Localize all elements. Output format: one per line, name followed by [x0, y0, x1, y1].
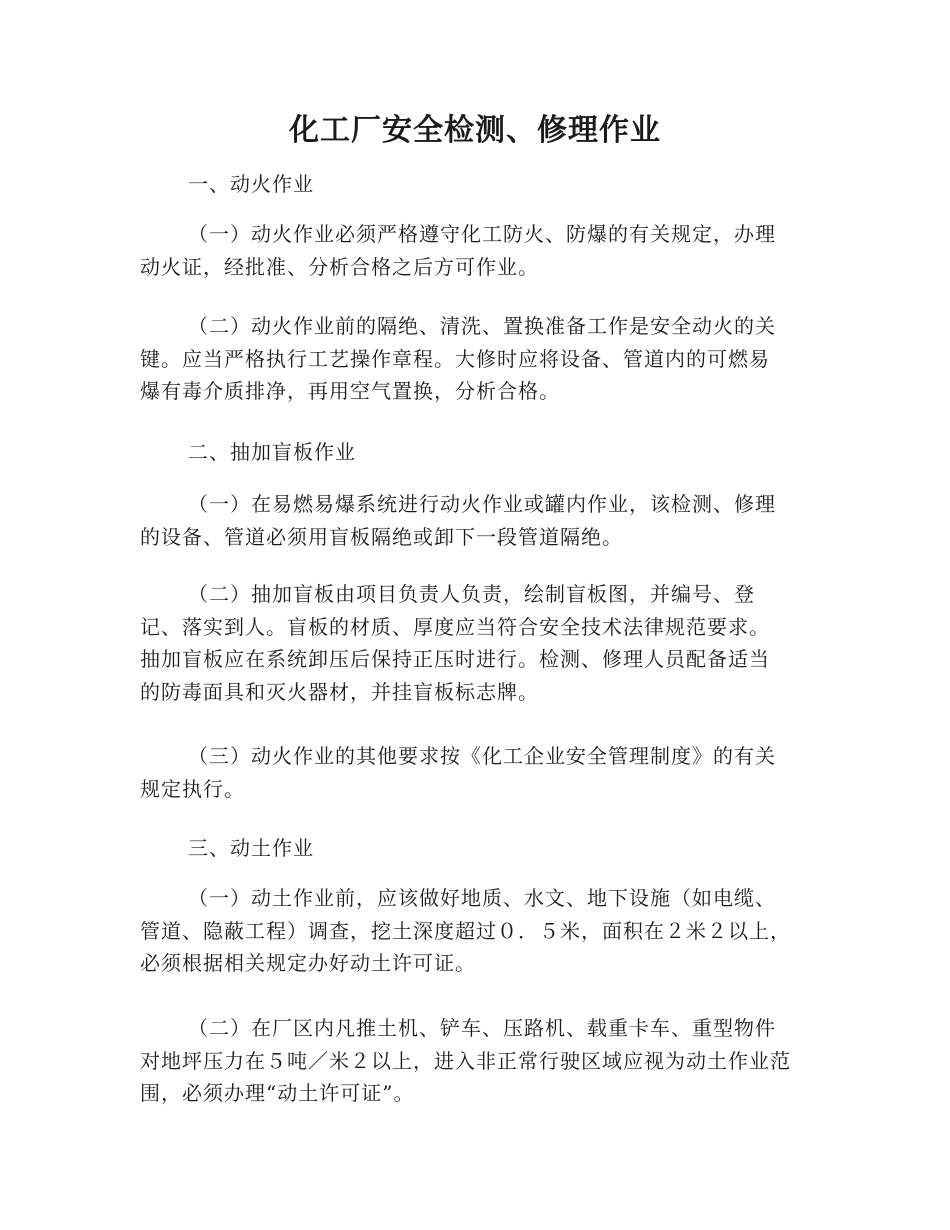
paragraph-line: 管道、隐蔽工程）调查，挖土深度超过０．５米，面积在２米２以上，	[140, 918, 791, 943]
paragraph-line: 爆有毒介质排净，再用空气置换，分析合格。	[140, 379, 560, 403]
paragraph-1-2	[140, 310, 812, 408]
paragraph-3-2	[140, 1012, 812, 1110]
paragraph-line: 的防毒面具和灭火器材，并挂盲板标志牌。	[140, 679, 539, 704]
section-heading-1: 一、动火作业	[188, 172, 314, 196]
paragraph-1-1	[140, 218, 812, 283]
paragraph-line: （二）抽加盲板由项目负责人负责，绘制盲板图，并编号、登	[188, 582, 755, 606]
paragraph-line: （一）动火作业必须严格遵守化工防火、防爆的有关规定，办理	[188, 222, 776, 246]
paragraph-2-3	[140, 740, 812, 805]
paragraph-line: 对地坪压力在５吨／米２以上，进入非正常行驶区域应视为动土作业范	[140, 1048, 791, 1073]
paragraph-line: 动火证，经批准、分析合格之后方可作业。	[140, 254, 539, 279]
section-heading-2: 二、抽加盲板作业	[188, 440, 356, 464]
section-heading-3: 三、动土作业	[188, 836, 314, 860]
paragraph-line: 记、落实到人。盲板的材质、厚度应当符合安全技术法律规范要求。	[140, 614, 770, 639]
paragraph-line: 规定执行。	[140, 776, 245, 801]
paragraph-line: （三）动火作业的其他要求按《化工企业安全管理制度》的有关	[188, 744, 776, 768]
page-title: 化工厂安全检测、修理作业	[289, 113, 661, 148]
paragraph-line: 抽加盲板应在系统卸压后保持正压时进行。检测、修理人员配备适当	[140, 647, 770, 671]
paragraph-2-2	[140, 578, 812, 708]
paragraph-line: （一）动土作业前，应该做好地质、水文、地下设施（如电缆、	[188, 886, 776, 910]
paragraph-line: （二）在厂区内凡推土机、铲车、压路机、载重卡车、重型物件	[188, 1016, 776, 1040]
paragraph-line: （二）动火作业前的隔绝、清洗、置换准备工作是安全动火的关	[188, 314, 776, 338]
paragraph-line: 围，必须办理“动土许可证”。	[140, 1081, 415, 1105]
paragraph-line: 的设备、管道必须用盲板隔绝或卸下一段管道隔绝。	[140, 524, 623, 549]
paragraph-line: 键。应当严格执行工艺操作章程。大修时应将设备、管道内的可燃易	[140, 346, 770, 371]
paragraph-line: （一）在易燃易爆系统进行动火作业或罐内作业，该检测、修理	[188, 492, 776, 516]
paragraph-line: 必须根据相关规定办好动土许可证。	[140, 951, 476, 975]
paragraph-3-1	[140, 882, 812, 980]
paragraph-2-1	[140, 488, 812, 553]
